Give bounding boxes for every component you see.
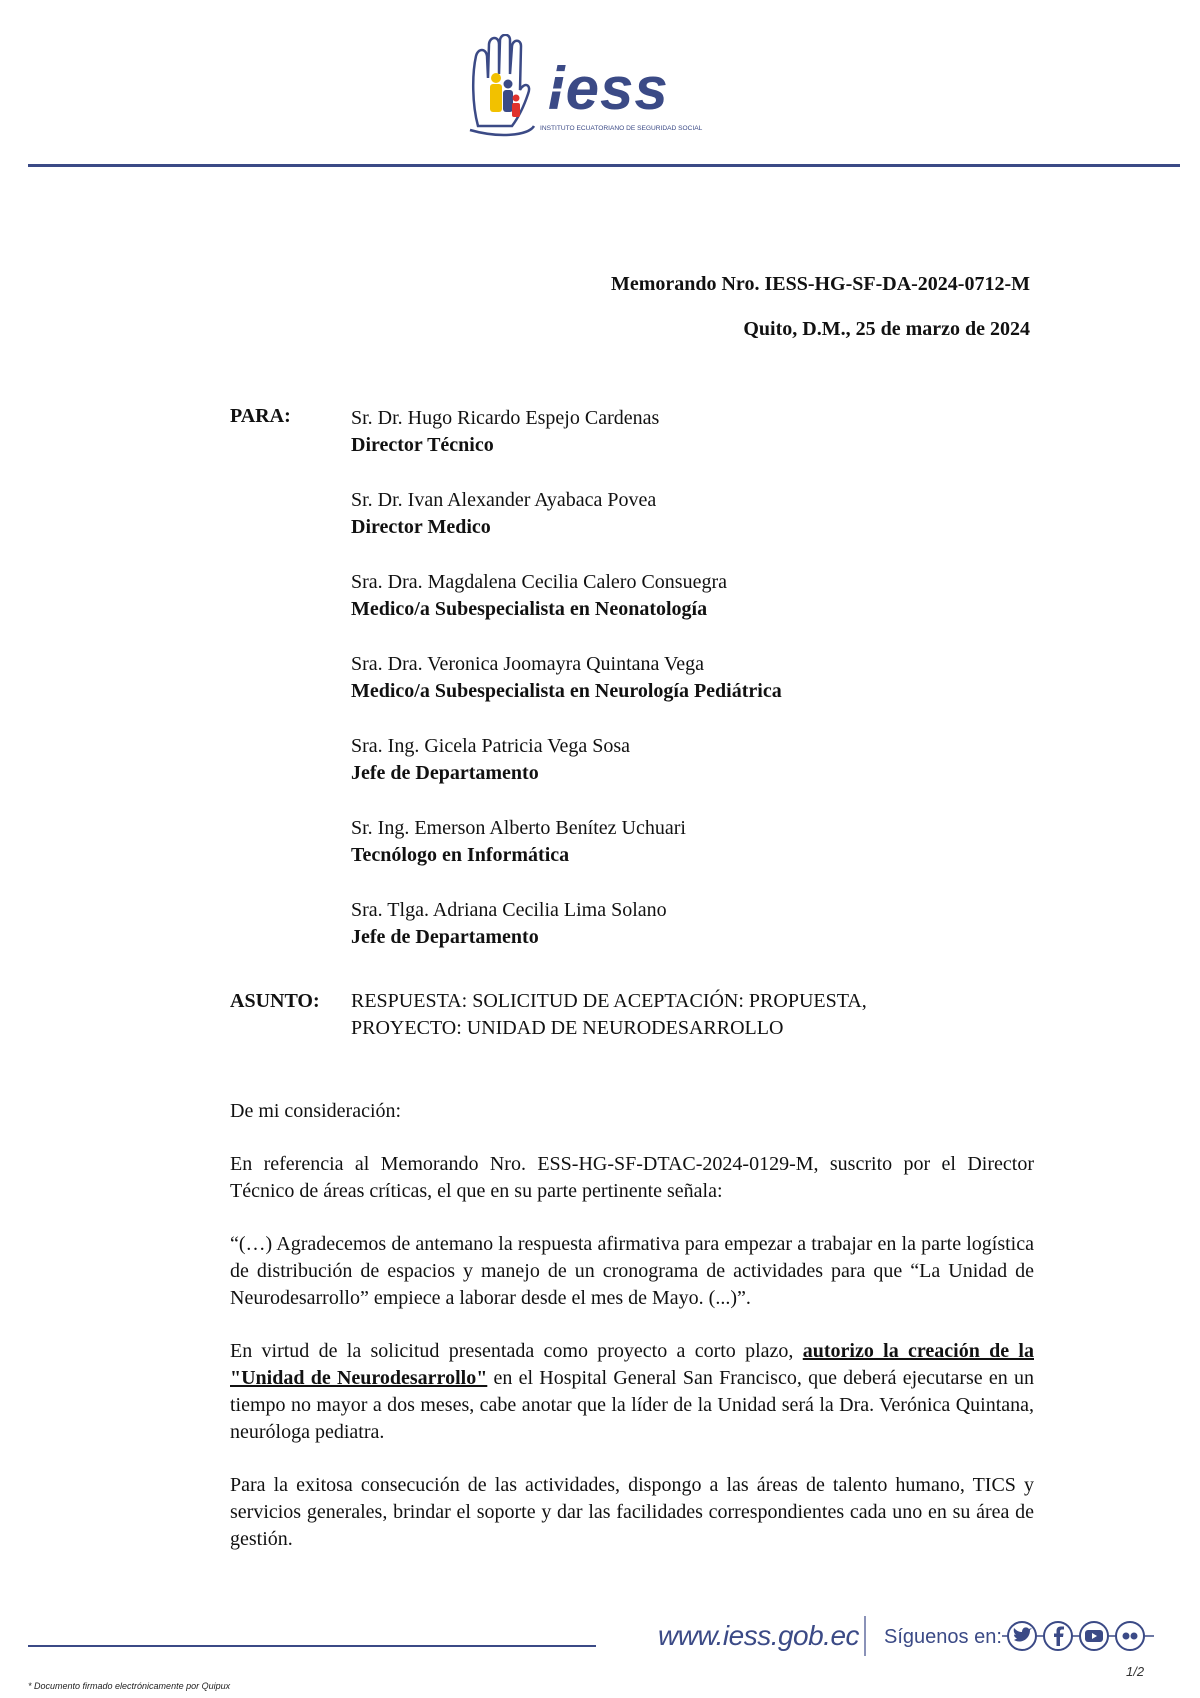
paragraph-text: en el Hospital General San Francisco, que deberá ejecutarse en un tiempo no mayor a dos meses, cabe anotar que la líder de la Unidad será la Dra. Verónica Quintana, neuróloga pediatra. [230,1367,1034,1443]
iess-logo [468,34,738,146]
recipient-name: Sra. Tlga. Adriana Cecilia Lima Solano [351,899,667,921]
twitter-icon[interactable] [1008,1622,1036,1650]
iess-tagline: INSTITUTO ECUATORIANO DE SEGURIDAD SOCIAL [540,125,703,132]
subject-line: RESPUESTA: SOLICITUD DE ACEPTACIÓN: PROPUESTA, [351,990,867,1012]
recipient-role: Director Técnico [351,434,494,456]
electronic-signature-note: * Documento firmado electrónicamente por Quipux [28,1681,231,1691]
subject-label: ASUNTO: [230,990,320,1012]
subject-text [351,988,1030,1042]
follow-us-label: Síguenos en: [884,1626,1002,1648]
recipient-name: Sra. Ing. Gicela Patricia Vega Sosa [351,735,630,757]
body-paragraph: Para la exitosa consecución de las actividades, dispongo a las áreas de talento humano, TICS y servicios generales, brindar el soporte y dar las facilidades correspondientes cada uno en su área de gestión. [230,1474,1034,1550]
recipient-role: Jefe de Departamento [351,762,539,784]
recipient [351,405,1030,459]
page-number: 1/2 [1126,1664,1145,1679]
authorization-emphasis: autorizo la creación de la "Unidad de Neurodesarrollo" [230,1340,1034,1389]
recipient-role: Jefe de Departamento [351,926,539,948]
memo-place-date: Quito, D.M., 25 de marzo de 2024 [743,318,1030,340]
subject-line: PROYECTO: UNIDAD DE NEURODESARROLLO [351,1017,784,1039]
recipient-role: Tecnólogo en Informática [351,844,570,866]
recipient [351,733,1030,787]
recipient-name: Sra. Dra. Magdalena Cecilia Calero Consuegra [351,571,727,593]
recipient-name: Sr. Dr. Ivan Alexander Ayabaca Povea [351,489,657,511]
recipient-role: Medico/a Subespecialista en Neonatología [351,598,708,620]
recipient [351,815,1030,869]
paragraph-text: En virtud de la solicitud presentada como proyecto a corto plazo, [230,1340,803,1362]
recipient [351,651,1030,705]
greeting: De mi consideración: [230,1100,402,1122]
recipient [351,487,1030,541]
footer-website-link[interactable]: www.iess.gob.ec [658,1620,860,1651]
facebook-icon[interactable] [1044,1622,1072,1650]
recipient [351,569,1030,623]
memo-body [230,1098,1034,1579]
recipient-role: Director Medico [351,516,491,538]
footer-divider [28,1645,596,1647]
recipient-name: Sra. Dra. Veronica Joomayra Quintana Vega [351,653,705,675]
body-paragraph [230,1338,1034,1446]
memo-heading [611,273,1030,363]
recipient-name: Sr. Dr. Hugo Ricardo Espejo Cardenas [351,407,660,429]
quoted-paragraph: “(…) Agradecemos de antemano la respuesta afirmativa para empezar a trabajar en la parte logística de distribución de espacios y manejo de un cronograma de actividades para que “La Unidad de Neurodesarrollo” empiece a laborar desde el mes de Mayo. (...)”. [230,1233,1034,1309]
memo-number: Memorando Nro. IESS-HG-SF-DA-2024-0712-M [610,273,1030,295]
body-paragraph: En referencia al Memorando Nro. ESS-HG-SF-DTAC-2024-0129-M, suscrito por el Director Técnico de áreas críticas, el que en su parte pertinente señala: [230,1153,1034,1202]
hand-family-emblem [470,35,534,135]
recipient-role: Medico/a Subespecialista en Neurología Pediátrica [351,680,782,702]
recipients-block [230,405,1030,979]
footer-separator [864,1616,866,1656]
recipient-name: Sr. Ing. Emerson Alberto Benítez Uchuari [351,817,686,839]
recipient [351,897,1030,951]
recipient-list [351,405,1030,951]
header-divider [28,164,1180,167]
youtube-icon[interactable] [1080,1622,1108,1650]
social-icons [1002,1618,1154,1654]
flickr-icon[interactable] [1116,1622,1144,1650]
to-label: PARA: [230,405,291,427]
iess-wordmark: iess [548,55,669,122]
subject-block [230,988,1030,1042]
